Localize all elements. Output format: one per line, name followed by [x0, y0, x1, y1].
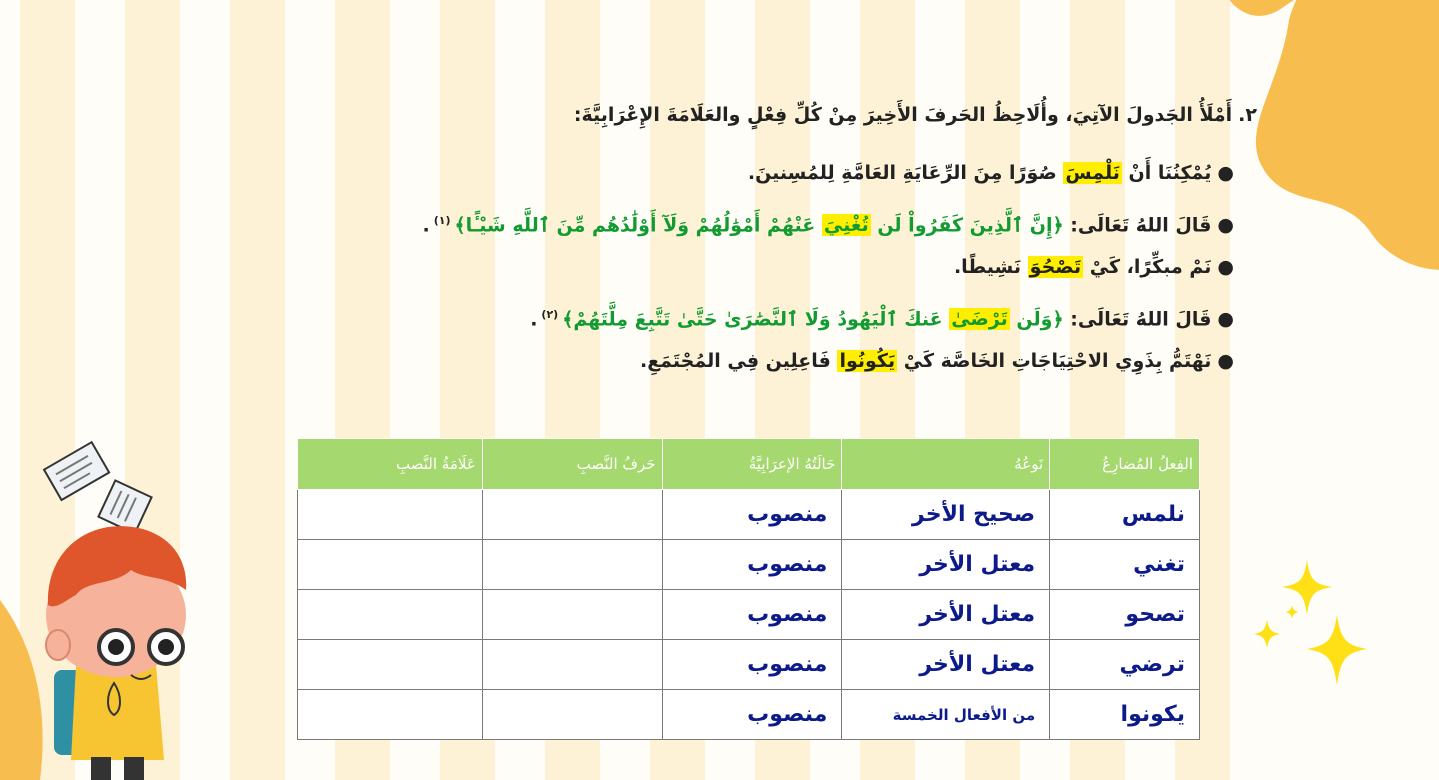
cell-sign[interactable]: [298, 590, 483, 640]
cell-verb[interactable]: تغني: [1050, 540, 1200, 590]
cell-particle[interactable]: [482, 490, 662, 540]
table-row: [298, 590, 1200, 640]
instruction-text: أَمْلَأُ الجَدولَ الآتِيَ، وأُلَاحِظُ الحَرفَ الأَخِيرَ مِنْ كُلِّ فِعْلٍ والعَلَامَةَ الإِعْرَابِيَّةَ:: [573, 104, 1233, 126]
cell-type[interactable]: معتل الأخر: [842, 590, 1050, 640]
cell-case[interactable]: منصوب: [662, 490, 842, 540]
table-row: [298, 690, 1200, 740]
header-type: نَوعُهُ: [842, 439, 1050, 490]
table-header-row: [298, 439, 1200, 490]
cell-sign[interactable]: [298, 640, 483, 690]
sentence-item: ●نَهْتَمُّ بِذَوِي الاحْتِيَاجَاتِ الخَاصَّة كَيْ يَكُونُوا فَاعِلِين فِي المُجْتَمَعِ.: [639, 350, 1234, 372]
sparkles-icon: [1252, 560, 1372, 685]
exercise-instruction: [357, 104, 1257, 126]
cell-sign[interactable]: [298, 490, 483, 540]
cell-type[interactable]: صحيح الأخر: [842, 490, 1050, 540]
table-row: [298, 540, 1200, 590]
sentence-item: ●نَمْ مبكِّرًا، كَيْ تَصْحُوَ نَشِيطًا.: [953, 256, 1234, 278]
sentence-item: ●قَالَ اللهُ تَعَالَى: ﴿وَلَن تَرْضَىٰ عَنكَ ٱلْيَهُودُ وَلَا ٱلنَّصَٰرَىٰ حَتَّىٰ تَتَّبِعَ مِلَّتَهُمْ﴾$^{(٢)}$.: [530, 308, 1234, 331]
table-row: [298, 640, 1200, 690]
cell-verb[interactable]: يكونوا: [1050, 690, 1200, 740]
cell-particle[interactable]: [482, 590, 662, 640]
example-sentences: [354, 150, 1234, 385]
cell-verb[interactable]: تصحو: [1050, 590, 1200, 640]
header-sign: عَلَامَةُ النَّصبِ: [298, 439, 483, 490]
cell-case[interactable]: منصوب: [662, 540, 842, 590]
header-particle: حَرفُ النَّصبِ: [482, 439, 662, 490]
highlighted-verb: يَكُونُوا: [839, 350, 896, 372]
highlighted-verb: نَلْمِسَ: [1065, 162, 1120, 184]
cell-case[interactable]: منصوب: [662, 640, 842, 690]
table-row: [298, 490, 1200, 540]
footnote-marker: (٢): [541, 308, 559, 321]
footnote-marker: (١): [433, 214, 451, 227]
cell-case[interactable]: منصوب: [662, 690, 842, 740]
exercise-number: ٢.: [1238, 104, 1257, 126]
cell-sign[interactable]: [298, 690, 483, 740]
highlighted-verb: تَصْحُوَ: [1029, 256, 1082, 278]
verb-analysis-table: [297, 438, 1200, 740]
cell-particle[interactable]: [482, 540, 662, 590]
orange-blob-decoration: [1219, 0, 1439, 320]
header-verb: الفِعلُ المُضارِعُ: [1050, 439, 1200, 490]
cell-particle[interactable]: [482, 640, 662, 690]
highlighted-verb: تُغْنِيَ: [823, 214, 869, 237]
cell-verb[interactable]: ترضي: [1050, 640, 1200, 690]
boy-student-illustration: [36, 505, 196, 780]
cell-type[interactable]: معتل الأخر: [842, 640, 1050, 690]
cell-verb[interactable]: نلمس: [1050, 490, 1200, 540]
cell-sign[interactable]: [298, 540, 483, 590]
cell-case[interactable]: منصوب: [662, 590, 842, 640]
cell-type[interactable]: من الأفعال الخمسة: [842, 690, 1050, 740]
sentence-item: ●قَالَ اللهُ تَعَالَى: ﴿إِنَّ ٱلَّذِينَ كَفَرُواْ لَن تُغْنِيَ عَنْهُمْ أَمْوَٰلُهُمْ وَلَآ أَوْلَٰدُهُم مِّنَ ٱللَّهِ شَيْـًٔا﴾$^{(١)}$.: [422, 214, 1234, 237]
cell-type[interactable]: معتل الأخر: [842, 540, 1050, 590]
sentence-item: ●يُمْكِنُنَا أَنْ نَلْمِسَ صُوَرًا مِنَ الرِّعَايَةِ العَامَّةِ لِلمُسِنينَ.: [747, 162, 1234, 184]
highlighted-verb: تَرْضَىٰ: [951, 308, 1008, 331]
cell-particle[interactable]: [482, 690, 662, 740]
header-case: حَالَتُهُ الإعرَابِيَّةُ: [662, 439, 842, 490]
